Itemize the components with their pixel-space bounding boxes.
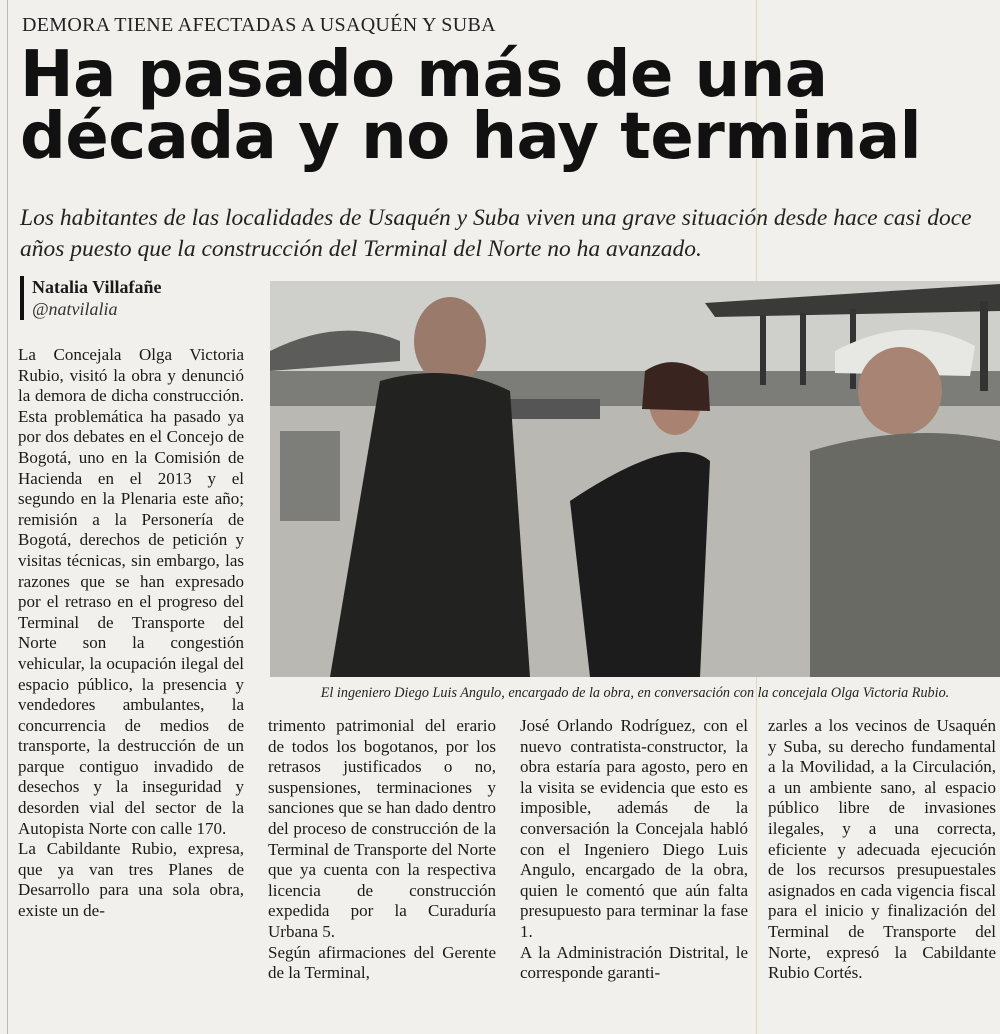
- paragraph: A la Administración Distrital, le corresponde garanti-: [520, 942, 748, 983]
- paragraph: trimento patrimonial del erario de todos los bogotanos, por los retrasos justificados o no, suspensiones, terminaciones y sanciones que se han dado dentro del proceso de construcción de la Terminal de Transporte del Norte que ya cuenta con la respectiva licencia de construcción expedida por la Curaduría Urbana 5.: [268, 716, 496, 941]
- article-kicker: DEMORA TIENE AFECTADAS A USAQUÉN Y SUBA: [22, 14, 496, 36]
- photo-illustration: [270, 281, 1000, 677]
- article-column-3: [520, 716, 748, 984]
- photo-caption: El ingeniero Diego Luis Angulo, encargado de la obra, en conversación con la concejala Olga Victoria Rubio.: [320, 685, 950, 701]
- author-handle: @natvilalia: [32, 299, 118, 319]
- article-column-4: [768, 716, 996, 984]
- byline: [20, 276, 162, 320]
- article-column-2: [268, 716, 496, 984]
- paragraph: zarles a los vecinos de Usaquén y Suba, su derecho fundamental a la Movilidad, a la Circulación, a un ambiente sano, al espacio público libre de invasiones ilegales, y a una correcta, eficiente y adecuada ejecución de los recursos presupuestales asignados en cada vigencia fiscal para el inicio y finalización del Terminal de Transporte del Norte, expresó la Cabildante Rubio Cortés.: [768, 716, 996, 983]
- article-deck: Los habitantes de las localidades de Usaquén y Suba viven una grave situación desde hace casi doce años puesto que la construcción del Terminal del Norte no ha avanzado.: [20, 205, 972, 262]
- author-name: Natalia Villafañe: [32, 277, 162, 297]
- paragraph: José Orlando Rodríguez, con el nuevo contratista-constructor, la obra estaría para agosto, pero en la visita se evidencia que esto es imposible, además de la conversación la Concejala habló con el Ingeniero Diego Luis Angulo, encargado de la obra, quien le comentó que aún falta presupuesto para terminar la fase 1.: [520, 716, 748, 941]
- paragraph: La Concejala Olga Victoria Rubio, visitó la obra y denunció la demora de dicha construcción. Esta problemática ha pasado ya por dos debates en el Concejo de Bogotá, uno en la Comisión de Hacienda en el 2013 y el segundo en la Plenaria este año; remisión a la Personería de Bogotá, derechos de petición y visitas técnicas, sin embargo, las razones que se han expresado por el retraso en el progreso del Terminal de Transporte del Norte son la congestión vehicular, la ocupación ilegal del espacio público, la presencia y vendedores ambulantes, la concurrencia de medios de transporte, la destrucción de un parque contiguo invadido de desechos y la inseguridad y desorden vial del sector de la Autopista Norte con calle 170.: [18, 345, 244, 838]
- paragraph: La Cabildante Rubio, expresa, que ya van tres Planes de Desarrollo para una sola obra, existe un de-: [18, 839, 244, 921]
- article-headline: Ha pasado más de una década y no hay terminal: [20, 38, 922, 174]
- article-column-1: [18, 345, 244, 922]
- paragraph: Según afirmaciones del Gerente de la Terminal,: [268, 942, 496, 983]
- page-left-edge: [7, 0, 8, 1034]
- article-photo: [270, 281, 1000, 677]
